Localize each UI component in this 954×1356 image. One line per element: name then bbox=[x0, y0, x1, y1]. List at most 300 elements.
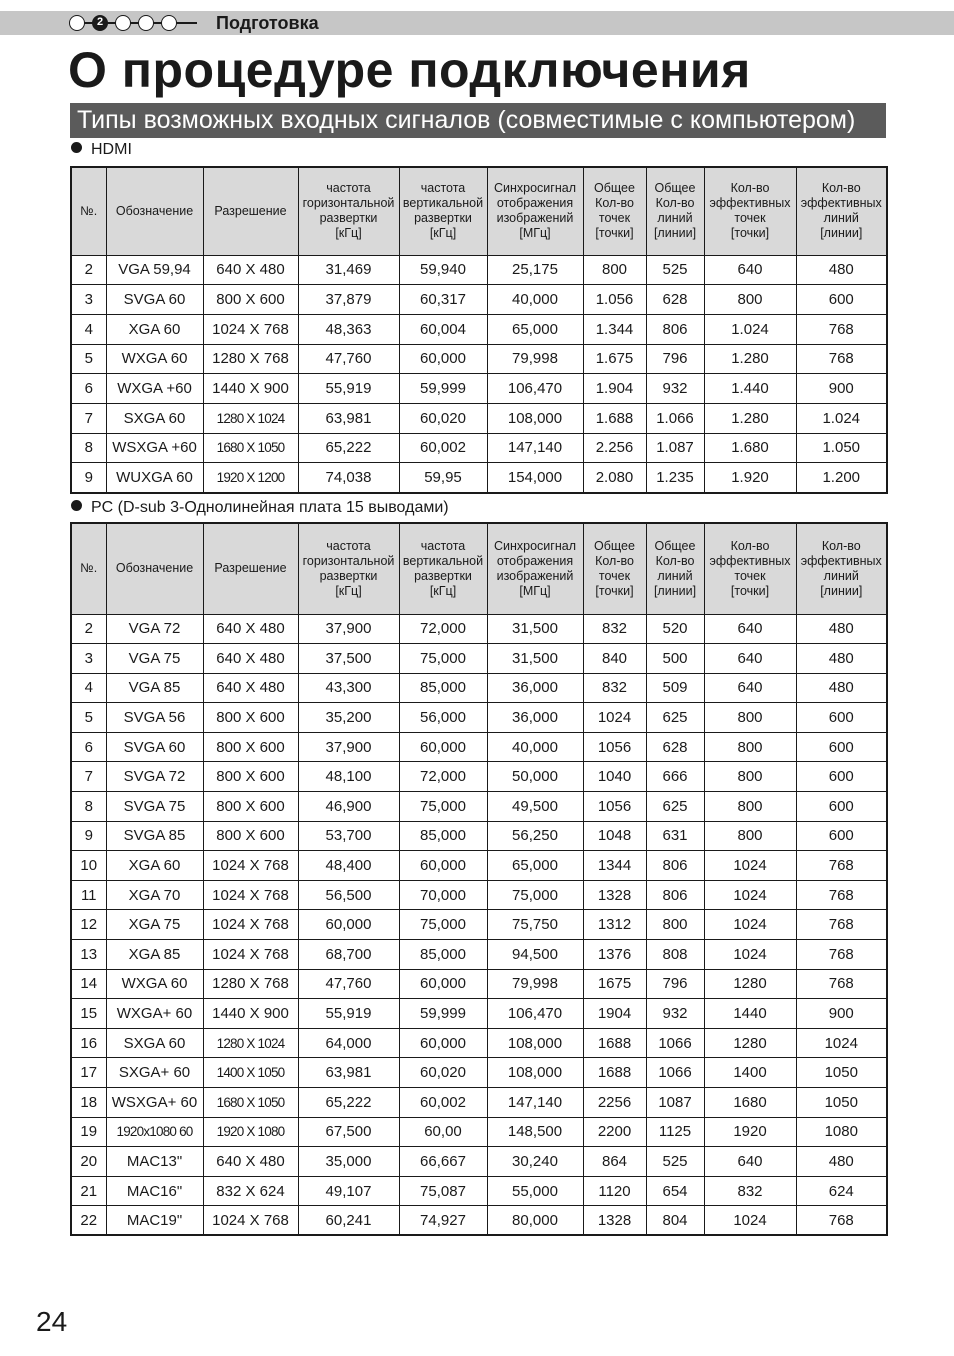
table-row bbox=[71, 910, 887, 940]
table-cell: 796 bbox=[646, 969, 704, 999]
table-cell: 768 bbox=[796, 851, 887, 881]
table-cell: 1280 X 1024 bbox=[203, 403, 298, 433]
table-cell: 1.280 bbox=[704, 344, 796, 374]
table-cell: 12 bbox=[71, 910, 106, 940]
table-cell: 800 X 600 bbox=[203, 792, 298, 822]
table-cell: 654 bbox=[646, 1176, 704, 1206]
table-cell: 80,000 bbox=[487, 1206, 583, 1236]
hdmi-label: HDMI bbox=[91, 141, 132, 158]
table-cell: 640 bbox=[704, 673, 796, 703]
table-cell: 79,998 bbox=[487, 969, 583, 999]
table-cell: 1.344 bbox=[583, 314, 646, 344]
table-cell: 1920 bbox=[704, 1117, 796, 1147]
table-cell: 3 bbox=[71, 285, 106, 315]
table-cell: 55,000 bbox=[487, 1176, 583, 1206]
table-cell: 79,998 bbox=[487, 344, 583, 374]
table-cell: 1280 X 1024 bbox=[203, 1028, 298, 1058]
section-label: Подготовка bbox=[216, 13, 319, 33]
table-cell: 800 X 600 bbox=[203, 762, 298, 792]
table-cell: 60,000 bbox=[399, 1028, 487, 1058]
table-cell: 1280 bbox=[704, 969, 796, 999]
table-row bbox=[71, 285, 887, 315]
table-cell: 1904 bbox=[583, 999, 646, 1029]
table-cell: 35,000 bbox=[298, 1147, 399, 1177]
table-cell: 56,250 bbox=[487, 821, 583, 851]
table-cell: 60,002 bbox=[399, 1088, 487, 1118]
table-cell: XGA 70 bbox=[106, 880, 203, 910]
table-cell: 768 bbox=[796, 940, 887, 970]
table-cell: 108,000 bbox=[487, 1028, 583, 1058]
table-cell: 800 bbox=[583, 255, 646, 285]
table-row bbox=[71, 1147, 887, 1177]
table-row bbox=[71, 851, 887, 881]
table-cell: 1.904 bbox=[583, 374, 646, 404]
table-cell: VGA 72 bbox=[106, 614, 203, 644]
table-cell: 806 bbox=[646, 314, 704, 344]
table-cell: 63,981 bbox=[298, 403, 399, 433]
table-cell: 832 bbox=[583, 614, 646, 644]
table-cell: 60,000 bbox=[399, 851, 487, 881]
table-cell: 1050 bbox=[796, 1088, 887, 1118]
table-cell: 1.680 bbox=[704, 433, 796, 463]
table-cell: 800 bbox=[704, 285, 796, 315]
table-cell: 800 bbox=[704, 821, 796, 851]
table-cell: 47,760 bbox=[298, 969, 399, 999]
table-cell: 1024 X 768 bbox=[203, 910, 298, 940]
table-cell: 1280 bbox=[704, 1028, 796, 1058]
table-cell: 1024 X 768 bbox=[203, 314, 298, 344]
table-cell: 640 bbox=[704, 1147, 796, 1177]
table-cell: 56,000 bbox=[399, 703, 487, 733]
table-cell: 59,940 bbox=[399, 255, 487, 285]
table-cell: 1056 bbox=[583, 732, 646, 762]
table-cell: 75,087 bbox=[399, 1176, 487, 1206]
pc-label: PC (D-sub 3-Однолинейная плата 15 выводами) bbox=[91, 499, 449, 516]
table-cell: 37,879 bbox=[298, 285, 399, 315]
table-cell: WXGA +60 bbox=[106, 374, 203, 404]
table-cell: 1328 bbox=[583, 1206, 646, 1236]
column-header: Общее Кол-во линий [линии] bbox=[646, 167, 704, 255]
table-cell: 806 bbox=[646, 880, 704, 910]
table-cell: 106,470 bbox=[487, 999, 583, 1029]
table-cell: 1920x1080 60 bbox=[106, 1117, 203, 1147]
table-cell: 8 bbox=[71, 433, 106, 463]
table-cell: 17 bbox=[71, 1058, 106, 1088]
table-cell: 600 bbox=[796, 285, 887, 315]
table-cell: 509 bbox=[646, 673, 704, 703]
table-header-row bbox=[71, 167, 887, 255]
bullet-dot-icon bbox=[71, 142, 82, 153]
table-cell: 800 bbox=[704, 703, 796, 733]
table-cell: 480 bbox=[796, 673, 887, 703]
table-cell: 1440 X 900 bbox=[203, 374, 298, 404]
table-cell: 5 bbox=[71, 344, 106, 374]
column-header: Кол-во эффективных точек [точки] bbox=[704, 523, 796, 614]
table-row bbox=[71, 821, 887, 851]
table-cell: XGA 75 bbox=[106, 910, 203, 940]
table-cell: 59,95 bbox=[399, 463, 487, 493]
table-cell: 625 bbox=[646, 703, 704, 733]
table-cell: 31,469 bbox=[298, 255, 399, 285]
table-cell: 1024 X 768 bbox=[203, 880, 298, 910]
table-cell: 1400 X 1050 bbox=[203, 1058, 298, 1088]
table-cell: 147,140 bbox=[487, 433, 583, 463]
table-row bbox=[71, 792, 887, 822]
table-row bbox=[71, 732, 887, 762]
table-cell: 50,000 bbox=[487, 762, 583, 792]
column-header: Обозначение bbox=[106, 167, 203, 255]
table-cell: 36,000 bbox=[487, 703, 583, 733]
table-cell: SXGA 60 bbox=[106, 1028, 203, 1058]
table-cell: XGA 60 bbox=[106, 851, 203, 881]
table-cell: 30,240 bbox=[487, 1147, 583, 1177]
table-cell: 1024 bbox=[704, 910, 796, 940]
table-cell: 108,000 bbox=[487, 403, 583, 433]
table-cell: 1280 X 768 bbox=[203, 344, 298, 374]
table-cell: 2 bbox=[71, 255, 106, 285]
table-cell: 1066 bbox=[646, 1058, 704, 1088]
table-cell: 8 bbox=[71, 792, 106, 822]
table-row bbox=[71, 1088, 887, 1118]
table-cell: 75,000 bbox=[399, 910, 487, 940]
table-cell: WXGA 60 bbox=[106, 344, 203, 374]
table-cell: 800 bbox=[704, 732, 796, 762]
table-cell: 640 X 480 bbox=[203, 255, 298, 285]
table-cell: 3 bbox=[71, 644, 106, 674]
table-cell: 600 bbox=[796, 732, 887, 762]
table-cell: 55,919 bbox=[298, 999, 399, 1029]
table-cell: 800 X 600 bbox=[203, 821, 298, 851]
table-cell: 1.440 bbox=[704, 374, 796, 404]
table-cell: VGA 75 bbox=[106, 644, 203, 674]
table-cell: 37,900 bbox=[298, 614, 399, 644]
table-cell: 1280 X 768 bbox=[203, 969, 298, 999]
table-cell: 49,500 bbox=[487, 792, 583, 822]
table-cell: XGA 85 bbox=[106, 940, 203, 970]
table-cell: 1050 bbox=[796, 1058, 887, 1088]
pc-signal-table bbox=[70, 522, 888, 1236]
table-cell: 59,999 bbox=[399, 999, 487, 1029]
table-cell: 22 bbox=[71, 1206, 106, 1236]
table-cell: 15 bbox=[71, 999, 106, 1029]
table-cell: SVGA 60 bbox=[106, 732, 203, 762]
table-cell: WXGA 60 bbox=[106, 969, 203, 999]
table-cell: 768 bbox=[796, 344, 887, 374]
bullet-dot-icon bbox=[71, 500, 82, 511]
table-cell: 60,241 bbox=[298, 1206, 399, 1236]
column-header: Разрешение bbox=[203, 523, 298, 614]
table-cell: 480 bbox=[796, 614, 887, 644]
column-header: Кол-во эффективных точек [точки] bbox=[704, 167, 796, 255]
table-cell: 4 bbox=[71, 314, 106, 344]
table-cell: 37,500 bbox=[298, 644, 399, 674]
table-cell: 43,300 bbox=[298, 673, 399, 703]
table-row bbox=[71, 999, 887, 1029]
table-row bbox=[71, 255, 887, 285]
column-header: частота горизонтальной развертки [кГц] bbox=[298, 167, 399, 255]
table-cell: XGA 60 bbox=[106, 314, 203, 344]
table-cell: 85,000 bbox=[399, 673, 487, 703]
table-cell: 628 bbox=[646, 732, 704, 762]
table-cell: 65,000 bbox=[487, 314, 583, 344]
table-cell: 64,000 bbox=[298, 1028, 399, 1058]
table-cell: 900 bbox=[796, 374, 887, 404]
column-header: №. bbox=[71, 167, 106, 255]
table-cell: SVGA 72 bbox=[106, 762, 203, 792]
table-cell: 85,000 bbox=[399, 940, 487, 970]
table-cell: 1688 bbox=[583, 1058, 646, 1088]
table-cell: 60,020 bbox=[399, 1058, 487, 1088]
table-cell: 768 bbox=[796, 969, 887, 999]
table-cell: 800 X 600 bbox=[203, 732, 298, 762]
table-cell: 60,020 bbox=[399, 403, 487, 433]
table-cell: 55,919 bbox=[298, 374, 399, 404]
table-cell: 864 bbox=[583, 1147, 646, 1177]
table-row bbox=[71, 1176, 887, 1206]
column-header: Общее Кол-во линий [линии] bbox=[646, 523, 704, 614]
table-cell: 480 bbox=[796, 255, 887, 285]
step-circle-3 bbox=[115, 15, 131, 31]
table-cell: 640 bbox=[704, 255, 796, 285]
table-cell: 800 X 600 bbox=[203, 703, 298, 733]
table-cell: SVGA 56 bbox=[106, 703, 203, 733]
table-cell: 800 bbox=[704, 762, 796, 792]
table-cell: VGA 59,94 bbox=[106, 255, 203, 285]
table-row bbox=[71, 1058, 887, 1088]
table-cell: 75,750 bbox=[487, 910, 583, 940]
table-cell: 1040 bbox=[583, 762, 646, 792]
table-cell: 1080 bbox=[796, 1117, 887, 1147]
table-row bbox=[71, 1028, 887, 1058]
column-header: Общее Кол-во точек [точки] bbox=[583, 167, 646, 255]
table-cell: 9 bbox=[71, 463, 106, 493]
table-cell: WSXGA +60 bbox=[106, 433, 203, 463]
table-cell: 60,000 bbox=[399, 732, 487, 762]
column-header: частота горизонтальной развертки [кГц] bbox=[298, 523, 399, 614]
table-cell: 70,000 bbox=[399, 880, 487, 910]
table-cell: SXGA+ 60 bbox=[106, 1058, 203, 1088]
table-cell: 66,667 bbox=[399, 1147, 487, 1177]
table-cell: 40,000 bbox=[487, 285, 583, 315]
table-cell: 768 bbox=[796, 1206, 887, 1236]
table-cell: 800 bbox=[646, 910, 704, 940]
table-cell: 1688 bbox=[583, 1028, 646, 1058]
table-cell: 74,927 bbox=[399, 1206, 487, 1236]
table-cell: 106,470 bbox=[487, 374, 583, 404]
table-cell: 67,500 bbox=[298, 1117, 399, 1147]
table-cell: 68,700 bbox=[298, 940, 399, 970]
table-cell: 640 X 480 bbox=[203, 1147, 298, 1177]
table-cell: 2.256 bbox=[583, 433, 646, 463]
table-row bbox=[71, 703, 887, 733]
table-cell: 1440 X 900 bbox=[203, 999, 298, 1029]
column-header: Общее Кол-во точек [точки] bbox=[583, 523, 646, 614]
table-cell: 4 bbox=[71, 673, 106, 703]
column-header: Синхросигнал отображения изображений [МГц] bbox=[487, 523, 583, 614]
table-cell: 1125 bbox=[646, 1117, 704, 1147]
table-row bbox=[71, 433, 887, 463]
table-cell: 31,500 bbox=[487, 614, 583, 644]
table-cell: 1.675 bbox=[583, 344, 646, 374]
table-cell: 16 bbox=[71, 1028, 106, 1058]
table-cell: 56,500 bbox=[298, 880, 399, 910]
table-cell: 932 bbox=[646, 374, 704, 404]
table-header-row bbox=[71, 523, 887, 614]
table-cell: 768 bbox=[796, 880, 887, 910]
table-cell: 72,000 bbox=[399, 762, 487, 792]
table-row bbox=[71, 1117, 887, 1147]
table-cell: 2 bbox=[71, 614, 106, 644]
table-cell: 600 bbox=[796, 703, 887, 733]
table-cell: 1440 bbox=[704, 999, 796, 1029]
table-cell: 640 X 480 bbox=[203, 673, 298, 703]
table-cell: 1920 X 1080 bbox=[203, 1117, 298, 1147]
table-cell: 18 bbox=[71, 1088, 106, 1118]
table-row bbox=[71, 880, 887, 910]
table-cell: MAC19" bbox=[106, 1206, 203, 1236]
column-header: Кол-во эффективных линий [линии] bbox=[796, 167, 887, 255]
table-cell: 1.024 bbox=[704, 314, 796, 344]
table-cell: 75,000 bbox=[399, 792, 487, 822]
table-cell: 1.200 bbox=[796, 463, 887, 493]
table-row bbox=[71, 314, 887, 344]
table-cell: 1024 X 768 bbox=[203, 940, 298, 970]
table-cell: 31,500 bbox=[487, 644, 583, 674]
table-cell: 47,760 bbox=[298, 344, 399, 374]
step-circle-4 bbox=[138, 15, 154, 31]
column-header: Синхросигнал отображения изображений [МГц] bbox=[487, 167, 583, 255]
table-cell: 46,900 bbox=[298, 792, 399, 822]
table-cell: 666 bbox=[646, 762, 704, 792]
table-cell: 14 bbox=[71, 969, 106, 999]
table-cell: 75,000 bbox=[399, 644, 487, 674]
step-circle-5 bbox=[161, 15, 177, 31]
table-cell: 832 bbox=[704, 1176, 796, 1206]
table-cell: 35,200 bbox=[298, 703, 399, 733]
table-cell: 900 bbox=[796, 999, 887, 1029]
column-header: Разрешение bbox=[203, 167, 298, 255]
table-cell: 1048 bbox=[583, 821, 646, 851]
table-cell: 1.024 bbox=[796, 403, 887, 433]
table-cell: 1.087 bbox=[646, 433, 704, 463]
table-cell: 600 bbox=[796, 792, 887, 822]
table-cell: 796 bbox=[646, 344, 704, 374]
table-cell: 600 bbox=[796, 821, 887, 851]
table-cell: 1675 bbox=[583, 969, 646, 999]
table-cell: 832 bbox=[583, 673, 646, 703]
table-cell: 800 bbox=[704, 792, 796, 822]
table-cell: 6 bbox=[71, 732, 106, 762]
table-cell: 1328 bbox=[583, 880, 646, 910]
table-cell: 48,400 bbox=[298, 851, 399, 881]
table-cell: 1024 bbox=[704, 1206, 796, 1236]
table-cell: 7 bbox=[71, 762, 106, 792]
table-cell: SVGA 60 bbox=[106, 285, 203, 315]
table-cell: 1120 bbox=[583, 1176, 646, 1206]
pc-heading bbox=[71, 498, 449, 518]
table-cell: 36,000 bbox=[487, 673, 583, 703]
table-cell: SVGA 85 bbox=[106, 821, 203, 851]
column-header: Обозначение bbox=[106, 523, 203, 614]
table-cell: 1.066 bbox=[646, 403, 704, 433]
table-cell: 60,000 bbox=[399, 969, 487, 999]
table-cell: 808 bbox=[646, 940, 704, 970]
table-row bbox=[71, 644, 887, 674]
table-cell: 640 X 480 bbox=[203, 614, 298, 644]
table-cell: 1.050 bbox=[796, 433, 887, 463]
page-title: О процедуре подключения bbox=[68, 42, 751, 98]
table-cell: 1024 bbox=[796, 1028, 887, 1058]
table-cell: WUXGA 60 bbox=[106, 463, 203, 493]
table-row bbox=[71, 1206, 887, 1236]
subtitle-banner: Типы возможных входных сигналов (совместимые с компьютером) bbox=[70, 103, 886, 138]
table-cell: 48,100 bbox=[298, 762, 399, 792]
table-cell: 640 bbox=[704, 644, 796, 674]
table-cell: 20 bbox=[71, 1147, 106, 1177]
column-header: Кол-во эффективных линий [линии] bbox=[796, 523, 887, 614]
table-cell: 1066 bbox=[646, 1028, 704, 1058]
table-row bbox=[71, 614, 887, 644]
table-cell: 1024 bbox=[704, 940, 796, 970]
table-cell: 37,900 bbox=[298, 732, 399, 762]
table-cell: 806 bbox=[646, 851, 704, 881]
table-row bbox=[71, 940, 887, 970]
table-cell: 85,000 bbox=[399, 821, 487, 851]
table-cell: SXGA 60 bbox=[106, 403, 203, 433]
column-header: частота вертикальной развертки [кГц] bbox=[399, 167, 487, 255]
table-cell: 1312 bbox=[583, 910, 646, 940]
table-cell: 94,500 bbox=[487, 940, 583, 970]
table-cell: 1.280 bbox=[704, 403, 796, 433]
table-cell: 1.235 bbox=[646, 463, 704, 493]
table-cell: 10 bbox=[71, 851, 106, 881]
table-cell: 65,000 bbox=[487, 851, 583, 881]
table-cell: 768 bbox=[796, 314, 887, 344]
table-cell: 6 bbox=[71, 374, 106, 404]
table-cell: 1344 bbox=[583, 851, 646, 881]
table-cell: WSXGA+ 60 bbox=[106, 1088, 203, 1118]
table-cell: 832 X 624 bbox=[203, 1176, 298, 1206]
table-cell: 53,700 bbox=[298, 821, 399, 851]
table-cell: 147,140 bbox=[487, 1088, 583, 1118]
table-cell: 2.080 bbox=[583, 463, 646, 493]
table-cell: 75,000 bbox=[487, 880, 583, 910]
table-cell: 631 bbox=[646, 821, 704, 851]
table-cell: 40,000 bbox=[487, 732, 583, 762]
table-row bbox=[71, 762, 887, 792]
table-row bbox=[71, 403, 887, 433]
table-cell: 800 X 600 bbox=[203, 285, 298, 315]
table-cell: 1024 bbox=[583, 703, 646, 733]
table-row bbox=[71, 969, 887, 999]
table-cell: 480 bbox=[796, 644, 887, 674]
table-cell: 1920 X 1200 bbox=[203, 463, 298, 493]
column-header: частота вертикальной развертки [кГц] bbox=[399, 523, 487, 614]
table-cell: 640 X 480 bbox=[203, 644, 298, 674]
table-cell: 1680 X 1050 bbox=[203, 433, 298, 463]
table-cell: 60,317 bbox=[399, 285, 487, 315]
table-cell: 1.920 bbox=[704, 463, 796, 493]
table-cell: 25,175 bbox=[487, 255, 583, 285]
table-cell: 1056 bbox=[583, 792, 646, 822]
chapter-step-indicator bbox=[69, 14, 184, 32]
table-cell: 840 bbox=[583, 644, 646, 674]
table-cell: 13 bbox=[71, 940, 106, 970]
table-cell: 628 bbox=[646, 285, 704, 315]
table-cell: 1024 bbox=[704, 880, 796, 910]
table-cell: 625 bbox=[646, 792, 704, 822]
table-row bbox=[71, 374, 887, 404]
